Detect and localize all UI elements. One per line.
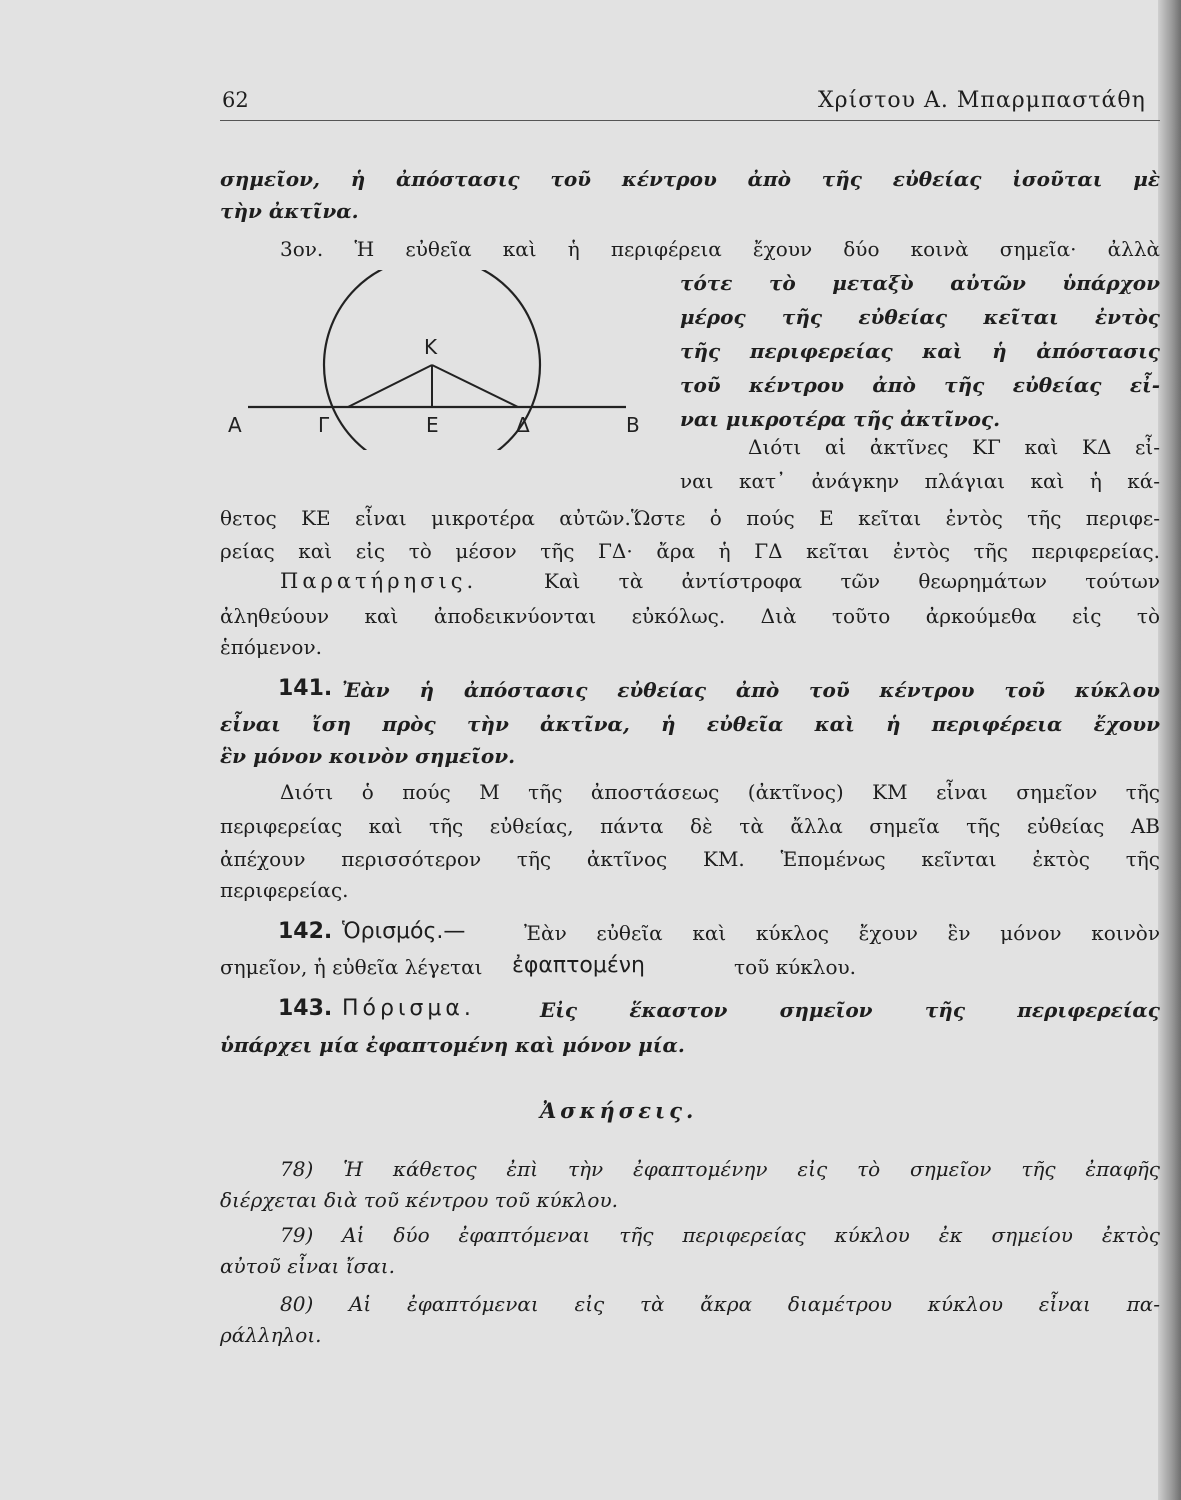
radius-kd xyxy=(432,365,518,407)
text-line-12: ρείας καὶ εἰς τὸ μέσον τῆς ΓΔ· ἄρα ἡ ΓΔ κεῖται ἐντὸς τῆς περιφερείας. xyxy=(220,539,1160,563)
exercise-79-line-1: 79) Αἱ δύο ἐφαπτόμεναι τῆς περιφερείας κύκλου ἐκ σημείου ἐκτὸς xyxy=(280,1223,1160,1247)
text-line-26: ὑπάρχει μία ἐφαπτομένη καὶ μόνον μία. xyxy=(220,1033,685,1057)
exercises-heading: Ἀσκήσεις. xyxy=(540,1098,698,1123)
label-a: Α xyxy=(228,413,242,437)
text-line-6: τῆς περιφερείας καὶ ἡ ἀπόστασις xyxy=(680,339,1160,363)
text-line-8: ναι μικροτέρα τῆς ἀκτῖνος. xyxy=(680,407,1001,431)
page-number: 62 xyxy=(222,88,249,112)
text-line-5: μέρος τῆς εὐθείας κεῖται ἐντὸς xyxy=(680,305,1160,329)
text-line-16: Ἐὰν ἡ ἀπόστασις εὐθείας ἀπὸ τοῦ κέντρου τοῦ κύκλου xyxy=(342,678,1160,702)
text-line-22: περιφερείας. xyxy=(220,878,349,902)
exercise-80-line-2: ράλληλοι. xyxy=(220,1323,322,1347)
definition-142-number: 142. xyxy=(278,919,333,944)
observation-heading: Παρατήρησις. xyxy=(280,569,478,593)
label-d: Δ xyxy=(516,413,530,437)
term-tangent: ἐφαπτομένη xyxy=(512,953,645,978)
text-line-1: σημεῖον, ἡ ἀπόστασις τοῦ κέντρου ἀπὸ τῆς εὐθείας ἰσοῦται μὲ xyxy=(220,167,1160,191)
text-line-24c: τοῦ κύκλου. xyxy=(734,955,857,979)
exercise-78-line-1: 78) Ἡ κάθετος ἐπὶ τὴν ἐφαπτομένην εἰς τὸ σημεῖον τῆς ἐπαφῆς xyxy=(280,1157,1160,1181)
theorem-141-number: 141. xyxy=(278,676,333,701)
text-line-11: θετος ΚΕ εἶναι μικροτέρα αὐτῶν.Ὥστε ὁ πούς Ε κεῖται ἐντὸς τῆς περιφε- xyxy=(220,506,1160,530)
label-k: Κ xyxy=(424,335,438,359)
definition-heading: Ὁρισμός.— xyxy=(342,919,466,944)
text-line-7: τοῦ κέντρου ἀπὸ τῆς εὐθείας εἶ- xyxy=(680,373,1160,397)
label-g: Γ xyxy=(318,413,330,437)
text-line-24a: σημεῖον, ἡ εὐθεῖα λέγεται xyxy=(220,955,483,979)
corollary-143-number: 143. xyxy=(278,996,333,1021)
page-binding-edge xyxy=(1158,0,1181,1500)
text-line-3: 3ον. Ἡ εὐθεῖα καὶ ἡ περιφέρεια ἔχουν δύο κοινὰ σημεῖα· ἀλλὰ xyxy=(280,237,1160,261)
text-line-20: περιφερείας καὶ τῆς εὐθείας, πάντα δὲ τὰ ἄλλα σημεῖα τῆς εὐθείας ΑΒ xyxy=(220,814,1160,838)
text-line-2: τὴν ἀκτῖνα. xyxy=(220,199,359,223)
circle-secant-diagram xyxy=(220,270,660,450)
text-line-18: ἓν μόνον κοινὸν σημεῖον. xyxy=(220,744,516,768)
label-e: Ε xyxy=(426,413,439,437)
text-line-17: εἶναι ἴση πρὸς τὴν ἀκτῖνα, ἡ εὐθεῖα καὶ ἡ περιφέρεια ἔχουν xyxy=(220,712,1160,736)
text-line-14: ἀληθεύουν καὶ ἀποδεικνύονται εὐκόλως. Διὰ τοῦτο ἀρκούμεθα εἰς τὸ xyxy=(220,604,1160,628)
text-line-4: τότε τὸ μεταξὺ αὐτῶν ὑπάρχον xyxy=(680,271,1160,295)
radius-kg xyxy=(348,365,432,407)
running-title: Χρίστου Α. Μπαρμπαστάθη xyxy=(818,88,1146,113)
corollary-heading: Πόρισμα. xyxy=(342,996,475,1021)
text-line-25: Εἰς ἕκαστον σημεῖον τῆς περιφερείας xyxy=(540,998,1160,1022)
exercise-80-line-1: 80) Αἱ ἐφαπτόμεναι εἰς τὰ ἄκρα διαμέτρου κύκλου εἶναι πα- xyxy=(280,1292,1160,1316)
label-b: Β xyxy=(626,413,640,437)
exercise-79-line-2: αὐτοῦ εἶναι ἴσαι. xyxy=(220,1254,395,1278)
header-rule xyxy=(220,120,1160,121)
text-line-13: Καὶ τὰ ἀντίστροφα τῶν θεωρημάτων τούτων xyxy=(544,569,1160,593)
text-line-15: ἑπόμενον. xyxy=(220,635,322,659)
text-line-21: ἀπέχουν περισσότερον τῆς ἀκτῖνος ΚΜ. Ἑπομένως κεῖνται ἐκτὸς τῆς xyxy=(220,847,1160,871)
text-line-23: Ἐὰν εὐθεῖα καὶ κύκλος ἔχουν ἓν μόνον κοινὸν xyxy=(524,921,1160,945)
text-line-10: ναι κατ᾿ ἀνάγκην πλάγιαι καὶ ἡ κά- xyxy=(680,469,1160,493)
text-line-19: Διότι ὁ πούς Μ τῆς ἀποστάσεως (ἀκτῖνος) ΚΜ εἶναι σημεῖον τῆς xyxy=(280,780,1160,804)
text-line-9: Διότι αἱ ἀκτῖνες ΚΓ καὶ ΚΔ εἶ- xyxy=(748,435,1160,459)
exercise-78-line-2: διέρχεται διὰ τοῦ κέντρου τοῦ κύκλου. xyxy=(220,1188,618,1212)
